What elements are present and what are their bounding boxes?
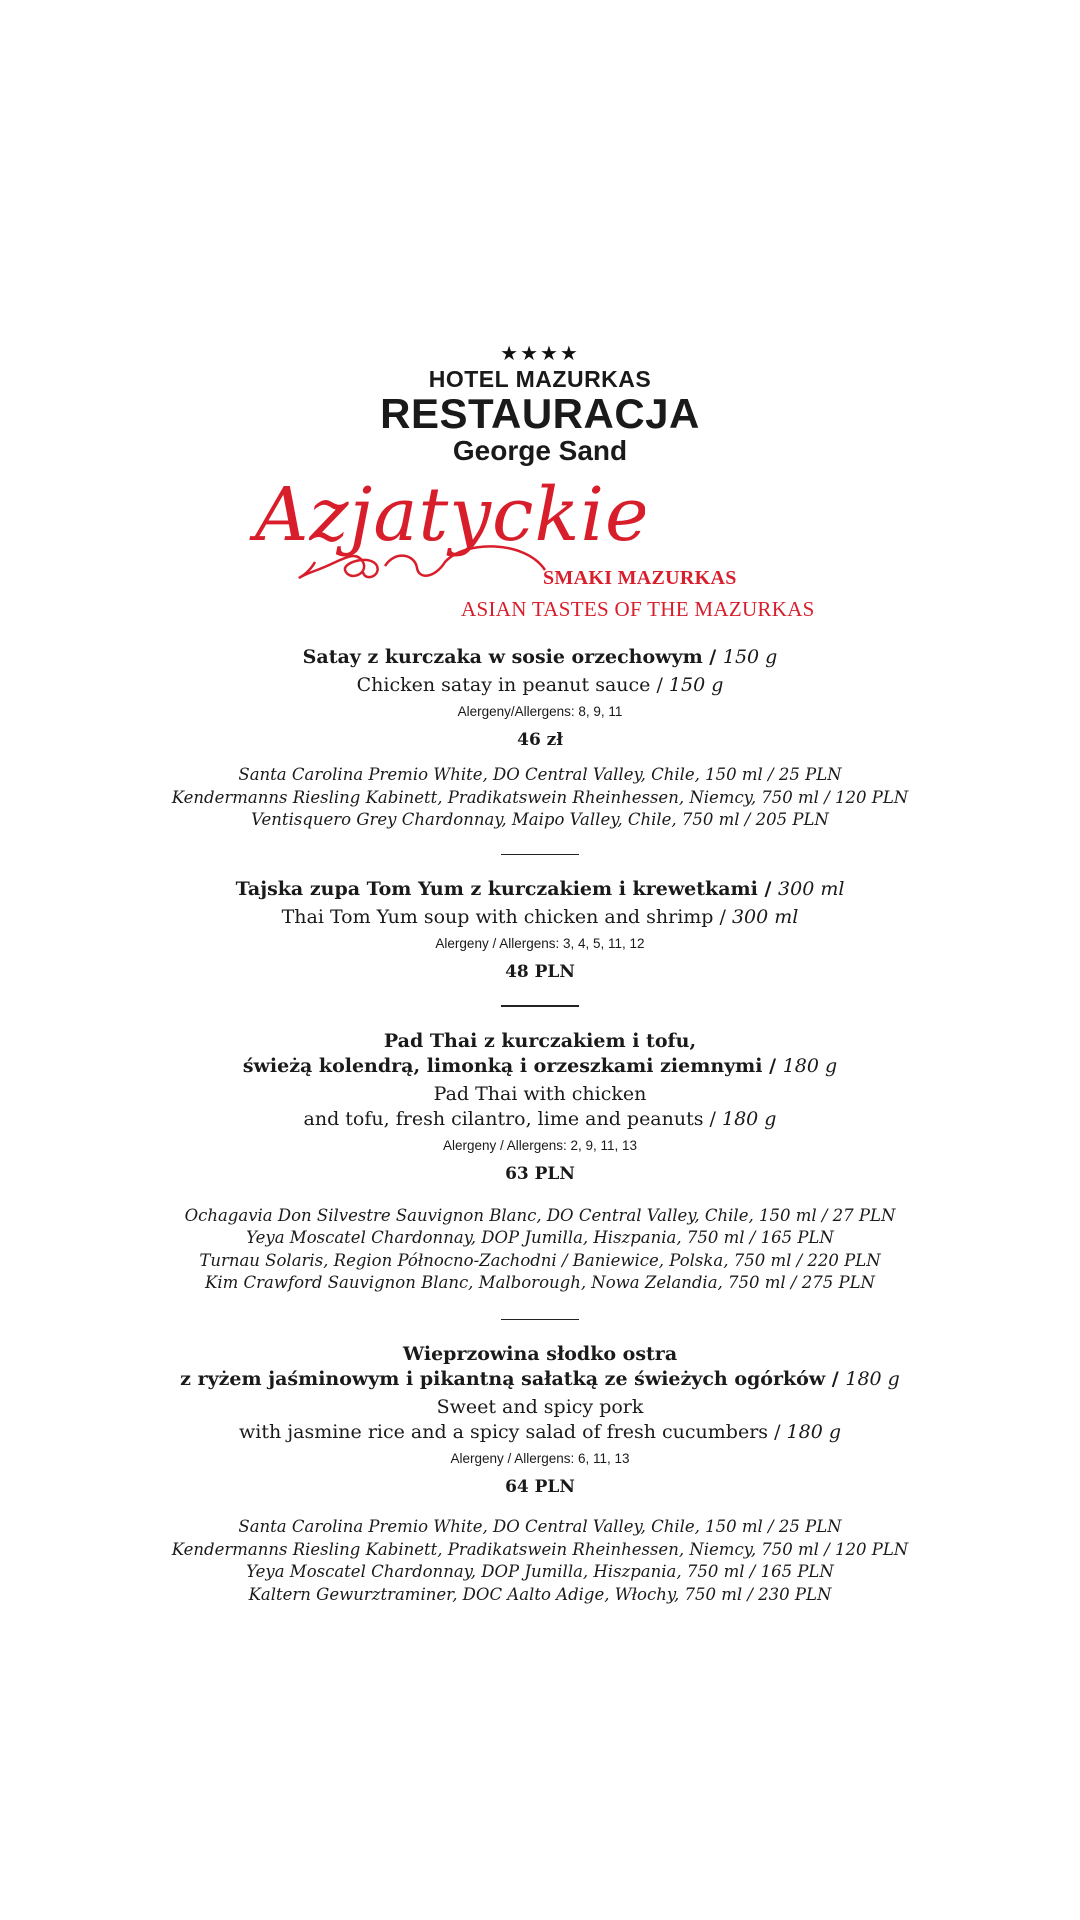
dish-sweet-spicy-pork	[0, 1342, 1080, 1606]
dish-pad-thai	[0, 1029, 1080, 1295]
dish-name-en: Thai Tom Yum soup with chicken and shrimp / 300 ml	[281, 906, 799, 928]
restaurant-name: George Sand	[452, 435, 628, 466]
wine-list	[0, 1516, 1080, 1606]
wine-item: Yeya Moscatel Chardonnay, DOP Jumilla, Hiszpania, 750 ml / 165 PLN	[246, 1228, 834, 1247]
divider	[501, 1005, 579, 1007]
subtitle-en: ASIAN TASTES OF THE MAZURKAS	[461, 597, 815, 621]
dish-name-en: Sweet and spicy pork with jasmine rice and a spicy salad of fresh cucumbers / 180 g	[238, 1396, 841, 1443]
dish-name-en: Chicken satay in peanut sauce / 150 g	[356, 674, 724, 696]
wine-item: Ventisquero Grey Chardonnay, Maipo Valley, Chile, 750 ml / 205 PLN	[251, 810, 829, 829]
subtitle-pl: SMAKI MAZURKAS	[543, 567, 737, 589]
dish-name-pl: Wieprzowina słodko ostra z ryżem jaśminowym i pikantną sałatką ze świeżych ogórków / 180 g	[180, 1343, 900, 1390]
wine-list	[0, 1205, 1080, 1295]
menu-list	[0, 645, 1080, 1606]
divider	[501, 854, 579, 856]
script-title-text: Azjatyckie	[255, 472, 645, 558]
allergens: Alergeny / Allergens: 3, 4, 5, 11, 12	[435, 936, 645, 951]
wine-item: Kaltern Gewurztraminer, DOC Aalto Adige, Włochy, 750 ml / 230 PLN	[248, 1584, 832, 1604]
price: 63 PLN	[505, 1163, 575, 1184]
wine-item: Yeya Moscatel Chardonnay, DOP Jumilla, Hiszpania, 750 ml / 165 PLN	[246, 1562, 834, 1581]
dish-tom-yum	[0, 877, 1080, 983]
allergens: Alergeny/Allergens: 8, 9, 11	[457, 704, 623, 719]
dish-name-en: Pad Thai with chicken and tofu, fresh cilantro, lime and peanuts / 180 g	[303, 1082, 777, 1130]
hotel-name: HOTEL MAZURKAS	[428, 366, 652, 392]
divider	[501, 1319, 579, 1321]
star-rating: ★★★★	[500, 341, 580, 365]
wine-item: Kendermanns Riesling Kabinett, Pradikatswein Rheinhessen, Niemcy, 750 ml / 120 PLN	[171, 787, 909, 807]
dish-satay	[0, 645, 1080, 832]
wine-item: Turnau Solaris, Region Północno-Zachodni / Baniewice, Polska, 750 ml / 220 PLN	[199, 1250, 881, 1270]
dish-name-pl: Satay z kurczaka w sosie orzechowym / 150 g	[302, 646, 778, 668]
dish-name-pl: Tajska zupa Tom Yum z kurczakiem i krewetkami / 300 ml	[235, 878, 845, 900]
wine-item: Ochagavia Don Silvestre Sauvignon Blanc, DO Central Valley, Chile, 150 ml / 27 PLN	[184, 1205, 896, 1225]
restaurant-label: RESTAURACJA	[380, 390, 700, 437]
dish-name-pl: Pad Thai z kurczakiem i tofu, świeżą kolendrą, limonką i orzeszkami ziemnymi / 180 g	[242, 1029, 838, 1077]
price: 48 PLN	[505, 962, 575, 982]
wine-item: Kendermanns Riesling Kabinett, Pradikatswein Rheinhessen, Niemcy, 750 ml / 120 PLN	[171, 1539, 909, 1559]
wine-item: Santa Carolina Premio White, DO Central Valley, Chile, 150 ml / 25 PLN	[238, 1517, 842, 1536]
wine-item: Santa Carolina Premio White, DO Central Valley, Chile, 150 ml / 25 PLN	[238, 765, 842, 784]
restaurant-header	[0, 342, 1080, 466]
allergens: Alergeny / Allergens: 2, 9, 11, 13	[442, 1137, 638, 1153]
price: 64 PLN	[505, 1477, 575, 1497]
wine-item: Kim Crawford Sauvignon Blanc, Malborough, Nowa Zelandia, 750 ml / 275 PLN	[205, 1273, 875, 1292]
allergens: Alergeny / Allergens: 6, 11, 13	[450, 1451, 630, 1466]
wine-list	[0, 764, 1080, 832]
price: 46 zł	[517, 730, 563, 750]
script-flourish	[300, 556, 378, 578]
